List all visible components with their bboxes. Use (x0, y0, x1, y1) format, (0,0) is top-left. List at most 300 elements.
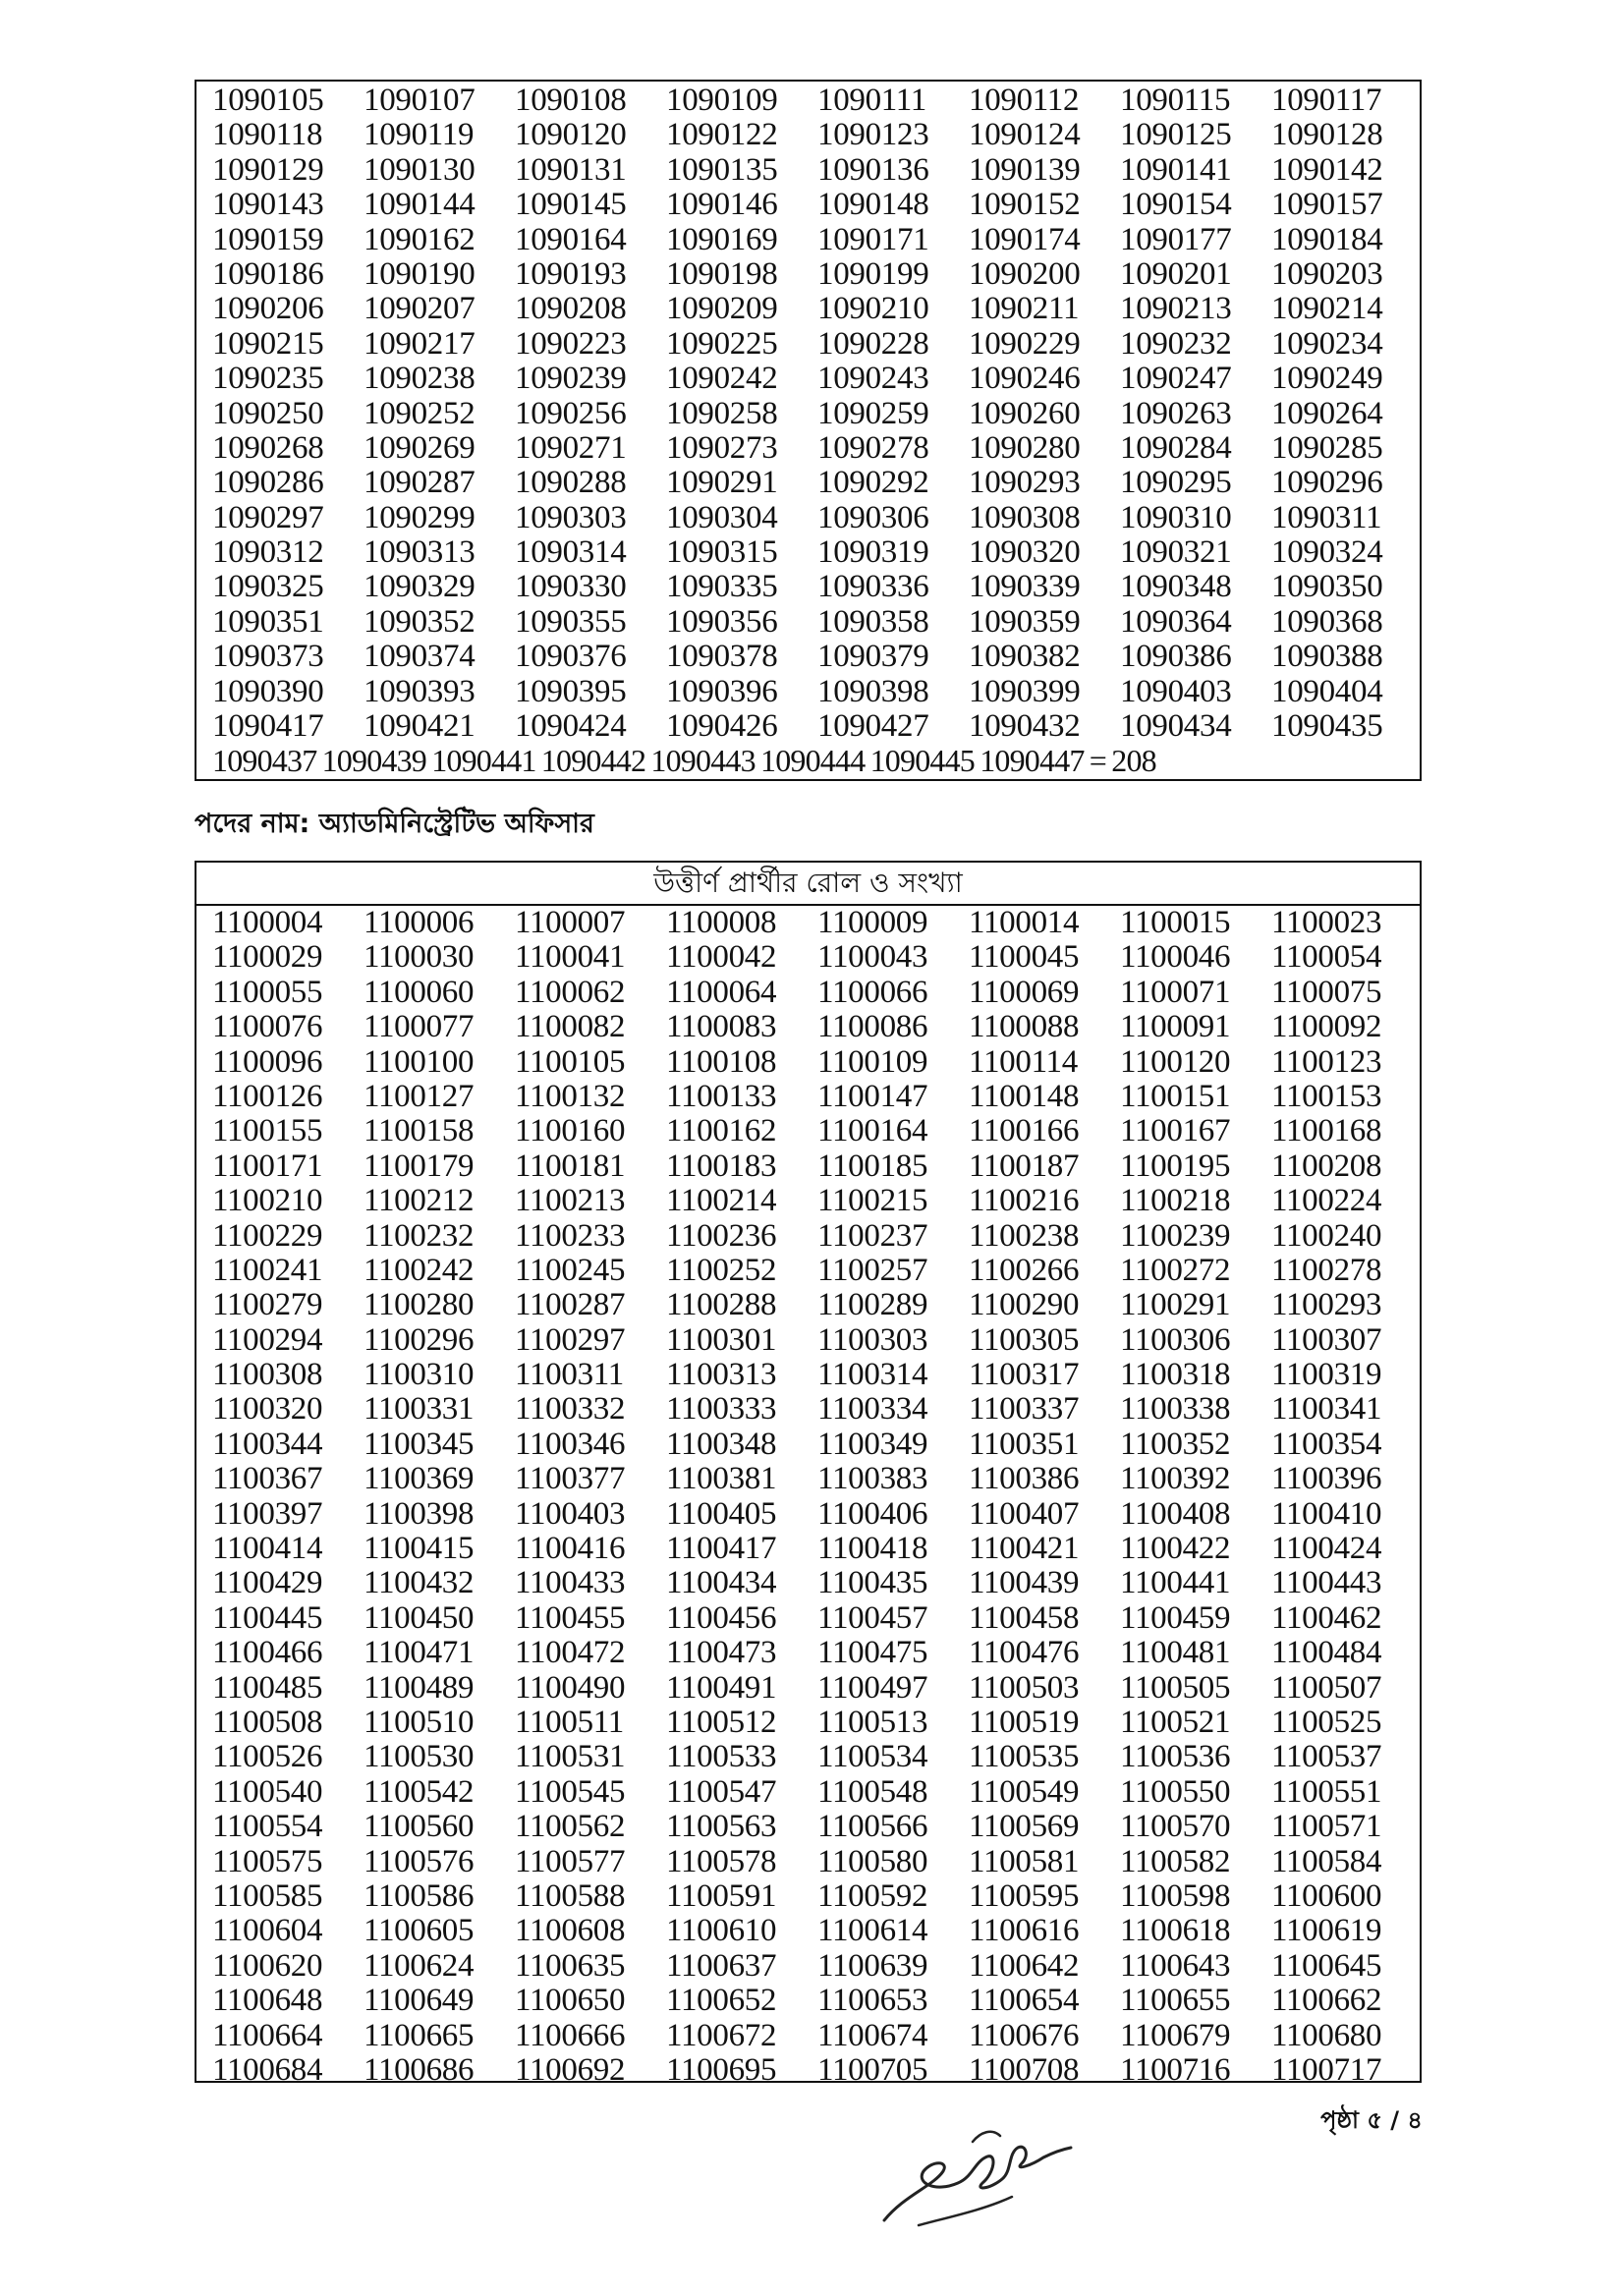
roll-number: 1090125 (1120, 117, 1232, 153)
roll-number: 1090295 (1120, 465, 1232, 501)
roll-number: 1100320 (212, 1391, 323, 1428)
roll-number: 1090312 (212, 534, 324, 571)
roll-number: 1100562 (515, 1809, 626, 1845)
roll-number: 1100306 (1120, 1321, 1231, 1358)
roll-number: 1100569 (969, 1809, 1080, 1845)
roll-number: 1100153 (1271, 1078, 1382, 1114)
roll-number: 1090143 (212, 187, 324, 223)
roll-number: 1090235 (212, 361, 324, 397)
roll-row (212, 1080, 1420, 1114)
roll-number: 1100096 (212, 1043, 323, 1080)
roll-number: 1100414 (212, 1531, 323, 1567)
roll-number: 1090395 (515, 673, 627, 709)
roll-number: 1100148 (969, 1078, 1080, 1114)
roll-number: 1100595 (969, 1877, 1080, 1914)
roll-number: 1100126 (212, 1078, 323, 1114)
roll-number: 1090399 (969, 673, 1081, 709)
roll-number: 1090209 (666, 291, 778, 327)
roll-number: 1090159 (212, 221, 324, 257)
roll-number: 1090162 (364, 221, 476, 257)
roll-number: 1100585 (212, 1877, 323, 1914)
roll-number: 1100007 (515, 905, 626, 940)
roll-number: 1100410 (1271, 1495, 1382, 1532)
roll-number: 1100417 (666, 1531, 777, 1567)
roll-number: 1100195 (1120, 1148, 1231, 1184)
roll-number: 1090117 (1271, 83, 1382, 118)
roll-number: 1100684 (212, 2051, 323, 2088)
roll-number: 1100179 (364, 1148, 475, 1184)
roll-number: 1100147 (817, 1078, 928, 1114)
roll-number: 1100604 (212, 1913, 323, 1949)
roll-number: 1100082 (515, 1009, 626, 1045)
roll-number: 1100429 (212, 1565, 323, 1601)
roll-number: 1100655 (1120, 1983, 1231, 2019)
roll-number: 1100484 (1271, 1635, 1382, 1671)
roll-number: 1100624 (364, 1947, 475, 1984)
roll-row (212, 2053, 1420, 2088)
roll-number: 1090421 (364, 708, 476, 745)
roll-number: 1100215 (817, 1183, 928, 1219)
roll-number: 1100422 (1120, 1531, 1231, 1567)
roll-number: 1100296 (364, 1321, 475, 1358)
roll-number: 1090238 (364, 361, 476, 397)
roll-number: 1100301 (666, 1321, 777, 1358)
roll-number: 1100297 (515, 1321, 626, 1358)
roll-number: 1100279 (212, 1287, 323, 1323)
roll-number: 1100458 (969, 1599, 1080, 1636)
roll-number: 1100642 (969, 1947, 1080, 1984)
roll-row (212, 1601, 1420, 1636)
roll-number: 1100466 (212, 1635, 323, 1671)
roll-number: 1100288 (666, 1287, 777, 1323)
roll-number: 1100257 (817, 1252, 928, 1288)
roll-number: 1090398 (817, 673, 929, 709)
roll-row (212, 431, 1420, 466)
roll-number: 1100455 (515, 1599, 626, 1636)
roll-row (212, 1462, 1420, 1496)
roll-number: 1090119 (364, 117, 475, 153)
roll-number: 1100100 (364, 1043, 475, 1080)
roll-number: 1090296 (1271, 465, 1383, 501)
roll-number: 1090210 (817, 291, 929, 327)
roll-row (212, 1740, 1420, 1774)
roll-number: 1100398 (364, 1495, 475, 1532)
roll-number: 1100331 (364, 1391, 475, 1428)
roll-number: 1090105 (212, 83, 324, 118)
roll-number: 1090247 (1120, 361, 1232, 397)
roll-table-2-body (196, 906, 1420, 2088)
roll-number: 1090368 (1271, 603, 1383, 640)
roll-number: 1100708 (969, 2051, 1080, 2088)
roll-number: 1100337 (969, 1391, 1080, 1428)
roll-number: 1090242 (666, 361, 778, 397)
roll-number: 1090374 (364, 639, 476, 675)
roll-number: 1100525 (1271, 1704, 1382, 1740)
roll-number: 1100077 (364, 1009, 475, 1045)
roll-row (212, 84, 1420, 118)
roll-number: 1100705 (817, 2051, 928, 2088)
roll-number: 1090364 (1120, 603, 1232, 640)
roll-number: 1100490 (515, 1669, 626, 1706)
roll-number: 1090145 (515, 187, 627, 223)
roll-number: 1100548 (817, 1773, 928, 1810)
roll-number: 1090141 (1120, 151, 1232, 188)
roll-number: 1090348 (1120, 569, 1232, 605)
roll-number: 1100319 (1271, 1357, 1382, 1393)
roll-number: 1100064 (666, 974, 777, 1010)
roll-number: 1090435 (1271, 708, 1383, 745)
roll-number: 1100054 (1271, 939, 1382, 976)
roll-number: 1090232 (1120, 325, 1232, 362)
roll-number: 1090417 (212, 708, 324, 745)
roll-number: 1100432 (364, 1565, 475, 1601)
roll-number: 1090308 (969, 499, 1081, 535)
roll-number: 1100512 (666, 1704, 777, 1740)
roll-number: 1090139 (969, 151, 1081, 188)
roll-number: 1090310 (1120, 499, 1232, 535)
roll-row (212, 1775, 1420, 1810)
roll-row (212, 1497, 1420, 1532)
roll-number: 1100162 (666, 1113, 777, 1149)
roll-number: 1090112 (969, 83, 1080, 118)
roll-number: 1100303 (817, 1321, 928, 1358)
roll-number: 1090208 (515, 291, 627, 327)
roll-row (212, 1392, 1420, 1427)
roll-number: 1100605 (364, 1913, 475, 1949)
roll-number: 1100535 (969, 1739, 1080, 1775)
roll-number: 1100547 (666, 1773, 777, 1810)
roll-number: 1090315 (666, 534, 778, 571)
roll-number: 1100086 (817, 1009, 928, 1045)
roll-number: 1100187 (969, 1148, 1080, 1184)
roll-number: 1100076 (212, 1009, 323, 1045)
roll-number: 1090199 (817, 255, 929, 292)
roll-row (212, 1845, 1420, 1879)
roll-row (212, 1010, 1420, 1044)
roll-number: 1090311 (1271, 499, 1382, 535)
roll-number: 1100679 (1120, 2017, 1231, 2053)
roll-table-1-body (196, 82, 1420, 779)
roll-number: 1100416 (515, 1531, 626, 1567)
roll-number: 1100717 (1271, 2051, 1382, 2088)
roll-row (212, 640, 1420, 674)
roll-number: 1100676 (969, 2017, 1080, 2053)
roll-number: 1090329 (364, 569, 476, 605)
roll-row (212, 1288, 1420, 1322)
roll-number: 1100245 (515, 1252, 626, 1288)
roll-number: 1100608 (515, 1913, 626, 1949)
roll-row (212, 940, 1420, 975)
roll-number: 1090306 (817, 499, 929, 535)
roll-number: 1100088 (969, 1009, 1080, 1045)
roll-number: 1090320 (969, 534, 1081, 571)
roll-row (212, 535, 1420, 570)
roll-number: 1100584 (1271, 1843, 1382, 1879)
roll-number: 1090152 (969, 187, 1081, 223)
roll-number: 1090256 (515, 395, 627, 431)
roll-number: 1100408 (1120, 1495, 1231, 1532)
roll-number: 1090207 (364, 291, 476, 327)
roll-row (212, 1636, 1420, 1670)
roll-number: 1100185 (817, 1148, 928, 1184)
roll-number: 1100041 (515, 939, 626, 976)
roll-number: 1090356 (666, 603, 778, 640)
roll-number: 1100563 (666, 1809, 777, 1845)
roll-number: 1100183 (666, 1148, 777, 1184)
roll-number: 1100166 (969, 1113, 1080, 1149)
roll-number: 1090373 (212, 639, 324, 675)
roll-number: 1100212 (364, 1183, 475, 1219)
roll-number: 1100508 (212, 1704, 323, 1740)
roll-number: 1090259 (817, 395, 929, 431)
roll-number: 1100341 (1271, 1391, 1382, 1428)
roll-number: 1100208 (1271, 1148, 1382, 1184)
roll-number: 1090284 (1120, 429, 1232, 466)
roll-number: 1090432 (969, 708, 1081, 745)
roll-number: 1090386 (1120, 639, 1232, 675)
roll-row (212, 1254, 1420, 1288)
roll-row (212, 1671, 1420, 1706)
roll-number: 1090325 (212, 569, 324, 605)
roll-number: 1090268 (212, 429, 324, 466)
roll-number: 1100042 (666, 939, 777, 976)
roll-number: 1100571 (1271, 1809, 1382, 1845)
roll-number: 1100610 (666, 1913, 777, 1949)
roll-number: 1100043 (817, 939, 928, 976)
roll-number: 1100578 (666, 1843, 777, 1879)
roll-number: 1090252 (364, 395, 476, 431)
roll-number: 1100069 (969, 974, 1080, 1010)
roll-number: 1090136 (817, 151, 929, 188)
roll-number: 1090109 (666, 83, 778, 118)
roll-number: 1090382 (969, 639, 1081, 675)
roll-number: 1090217 (364, 325, 476, 362)
roll-number: 1090107 (364, 83, 476, 118)
roll-number: 1090260 (969, 395, 1081, 431)
roll-number: 1100216 (969, 1183, 1080, 1219)
roll-number: 1100418 (817, 1531, 928, 1567)
roll-number: 1100489 (364, 1669, 475, 1706)
section-heading: পদের নাম: অ্যাডমিনিস্ট্রেটিভ অফিসার (195, 809, 594, 839)
roll-number: 1100505 (1120, 1669, 1231, 1706)
roll-number: 1090434 (1120, 708, 1232, 745)
roll-number: 1100445 (212, 1599, 323, 1636)
roll-number: 1100311 (515, 1357, 624, 1393)
roll-row (212, 1428, 1420, 1462)
roll-number: 1100491 (666, 1669, 777, 1706)
roll-number: 1090115 (1120, 83, 1231, 118)
roll-number: 1090324 (1271, 534, 1383, 571)
roll-number: 1090285 (1271, 429, 1383, 466)
roll-number: 1100308 (212, 1357, 323, 1393)
roll-number: 1090280 (969, 429, 1081, 466)
roll-number: 1100472 (515, 1635, 626, 1671)
roll-number: 1100352 (1120, 1426, 1231, 1462)
roll-number: 1090174 (969, 221, 1081, 257)
roll-number: 1090146 (666, 187, 778, 223)
roll-number: 1100575 (212, 1843, 323, 1879)
roll-number: 1100580 (817, 1843, 928, 1879)
roll-number: 1100600 (1271, 1877, 1382, 1914)
roll-number: 1100637 (666, 1947, 777, 1984)
roll-number: 1100236 (666, 1217, 777, 1254)
roll-number: 1090278 (817, 429, 929, 466)
roll-number: 1090396 (666, 673, 778, 709)
roll-table-1 (195, 80, 1422, 781)
roll-number: 1100168 (1271, 1113, 1382, 1149)
roll-number: 1100692 (515, 2051, 626, 2088)
roll-number: 1100576 (364, 1843, 475, 1879)
roll-number: 1100386 (969, 1461, 1080, 1497)
roll-row (212, 605, 1420, 640)
roll-number: 1090186 (212, 255, 324, 292)
roll-number: 1100287 (515, 1287, 626, 1323)
roll-number: 1100680 (1271, 2017, 1382, 2053)
roll-number: 1100513 (817, 1704, 928, 1740)
roll-number: 1100383 (817, 1461, 928, 1497)
page-number: পৃষ্ঠা ৫ / ৪ (1320, 2106, 1423, 2134)
roll-number: 1100006 (364, 905, 475, 940)
roll-number: 1100241 (212, 1252, 323, 1288)
roll-number: 1090177 (1120, 221, 1232, 257)
roll-number: 1100332 (515, 1391, 626, 1428)
roll-number: 1100369 (364, 1461, 475, 1497)
roll-number: 1090269 (364, 429, 476, 466)
roll-row (212, 1706, 1420, 1740)
roll-number: 1100433 (515, 1565, 626, 1601)
roll-number: 1100503 (969, 1669, 1080, 1706)
roll-number: 1090271 (515, 429, 627, 466)
roll-number: 1100536 (1120, 1739, 1231, 1775)
roll-number: 1090228 (817, 325, 929, 362)
roll-number: 1100108 (666, 1043, 777, 1080)
roll-row (212, 1810, 1420, 1844)
roll-number: 1090201 (1120, 255, 1232, 292)
roll-number: 1100055 (212, 974, 323, 1010)
roll-number: 1090215 (212, 325, 324, 362)
roll-number: 1100566 (817, 1809, 928, 1845)
roll-number: 1090130 (364, 151, 476, 188)
roll-number: 1090184 (1271, 221, 1383, 257)
roll-number: 1100345 (364, 1426, 475, 1462)
roll-number: 1090287 (364, 465, 476, 501)
roll-number: 1100120 (1120, 1043, 1231, 1080)
roll-number: 1100105 (515, 1043, 626, 1080)
roll-number: 1100015 (1120, 905, 1231, 940)
roll-number: 1100075 (1271, 974, 1382, 1010)
roll-number: 1100289 (817, 1287, 928, 1323)
roll-row (212, 188, 1420, 222)
roll-number: 1100421 (969, 1531, 1080, 1567)
roll-row (212, 223, 1420, 257)
roll-number: 1090246 (969, 361, 1081, 397)
roll-number: 1100092 (1271, 1009, 1382, 1045)
roll-number: 1090319 (817, 534, 929, 571)
roll-number: 1090314 (515, 534, 627, 571)
roll-number: 1090393 (364, 673, 476, 709)
roll-number: 1090128 (1271, 117, 1383, 153)
roll-number: 1090358 (817, 603, 929, 640)
roll-number: 1090122 (666, 117, 778, 153)
roll-number: 1090313 (364, 534, 476, 571)
roll-number: 1100653 (817, 1983, 928, 2019)
roll-number: 1100171 (212, 1148, 323, 1184)
roll-number: 1100240 (1271, 1217, 1382, 1254)
roll-number: 1100635 (515, 1947, 626, 1984)
roll-number: 1100507 (1271, 1669, 1382, 1706)
roll-number: 1090390 (212, 673, 324, 709)
roll-number: 1100278 (1271, 1252, 1382, 1288)
roll-number: 1100695 (666, 2051, 777, 2088)
roll-number: 1100014 (969, 905, 1080, 940)
roll-number: 1100586 (364, 1877, 475, 1914)
roll-number: 1090299 (364, 499, 476, 535)
roll-number: 1100620 (212, 1947, 323, 1984)
roll-number: 1100588 (515, 1877, 626, 1914)
roll-row (212, 1323, 1420, 1358)
roll-number: 1100280 (364, 1287, 475, 1323)
roll-row (212, 1358, 1420, 1392)
roll-number: 1090239 (515, 361, 627, 397)
roll-number: 1100542 (364, 1773, 475, 1810)
roll-number: 1090376 (515, 639, 627, 675)
roll-number: 1100435 (817, 1565, 928, 1601)
roll-number: 1090171 (817, 221, 929, 257)
roll-number: 1100272 (1120, 1252, 1231, 1288)
roll-number: 1100214 (666, 1183, 777, 1219)
roll-number: 1100549 (969, 1773, 1080, 1810)
roll-number: 1090427 (817, 708, 929, 745)
roll-number: 1100643 (1120, 1947, 1231, 1984)
roll-number: 1100167 (1120, 1113, 1231, 1149)
roll-number: 1100526 (212, 1739, 323, 1775)
roll-row (212, 675, 1420, 709)
roll-number: 1100406 (817, 1495, 928, 1532)
roll-number: 1100554 (212, 1809, 323, 1845)
roll-number: 1100317 (969, 1357, 1080, 1393)
roll-number: 1090154 (1120, 187, 1232, 223)
roll-number: 1090292 (817, 465, 929, 501)
roll-number: 1090321 (1120, 534, 1232, 571)
roll-number: 1100232 (364, 1217, 475, 1254)
roll-row (212, 397, 1420, 431)
roll-number: 1100392 (1120, 1461, 1231, 1497)
roll-number: 1090135 (666, 151, 778, 188)
roll-number: 1100160 (515, 1113, 626, 1149)
roll-number: 1100648 (212, 1983, 323, 2019)
roll-number: 1090164 (515, 221, 627, 257)
roll-number: 1100133 (666, 1078, 777, 1114)
roll-number: 1100471 (364, 1635, 475, 1671)
roll-number: 1090123 (817, 117, 929, 153)
roll-number: 1100450 (364, 1599, 475, 1636)
roll-number: 1090111 (817, 83, 926, 118)
roll-number: 1090198 (666, 255, 778, 292)
roll-number: 1100664 (212, 2017, 323, 2053)
roll-number: 1090243 (817, 361, 929, 397)
roll-number: 1090203 (1271, 255, 1383, 292)
roll-number: 1100307 (1271, 1321, 1382, 1358)
roll-number: 1100123 (1271, 1043, 1382, 1080)
roll-number: 1100239 (1120, 1217, 1231, 1254)
roll-number: 1100224 (1271, 1183, 1382, 1219)
roll-number: 1100293 (1271, 1287, 1382, 1323)
roll-row (212, 1566, 1420, 1600)
roll-number: 1100062 (515, 974, 626, 1010)
roll-number: 1100645 (1271, 1947, 1382, 1984)
roll-number: 1100533 (666, 1739, 777, 1775)
roll-number: 1100672 (666, 2017, 777, 2053)
